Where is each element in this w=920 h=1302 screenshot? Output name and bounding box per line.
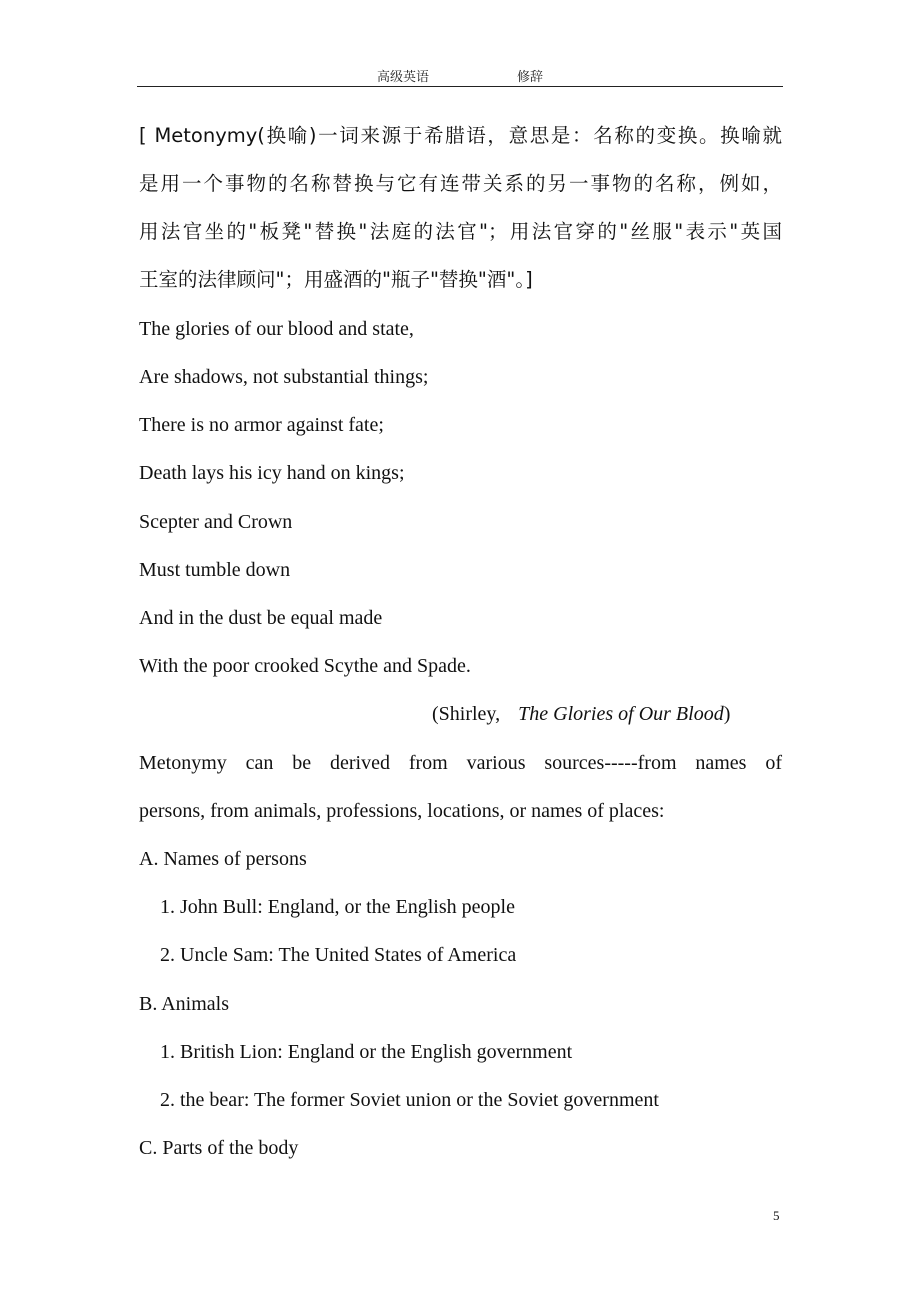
- list-item-b1: 1. British Lion: England or the English government: [160, 1041, 573, 1063]
- list-item-b2: 2. the bear: The former Soviet union or the Soviet government: [160, 1089, 659, 1111]
- poem-citation: [432, 700, 730, 728]
- poem-line-2: Are shadows, not substantial things;: [139, 366, 429, 388]
- page-number: 5: [773, 1208, 780, 1223]
- poem-line-6: Must tumble down: [139, 559, 291, 581]
- poem-line-1: The glories of our blood and state,: [139, 318, 414, 340]
- intro-line-2: 是用一个事物的名称替换与它有连带关系的另一事物的名称，例如，: [139, 172, 782, 195]
- section-heading-c: C. Parts of the body: [139, 1137, 299, 1159]
- list-item-a2: 2. Uncle Sam: The United States of America: [160, 944, 517, 966]
- poem-line-4: Death lays his icy hand on kings;: [139, 462, 405, 484]
- poem-line-3: There is no armor against fate;: [139, 414, 384, 436]
- poem-line-8: With the poor crooked Scythe and Spade.: [139, 655, 471, 677]
- intro-line-4: 王室的法律顾问"；用盛酒的"瓶子"替换"酒"。]: [139, 268, 533, 291]
- citation-author: (Shirley,: [432, 703, 501, 725]
- header-chapter-title: 修辞: [517, 70, 544, 85]
- page-header: [137, 62, 783, 87]
- intro-line-1: [ Metonymy(换喻)一词来源于希腊语，意思是：名称的变换。换喻就: [139, 124, 782, 147]
- body-line-2: persons, from animals, professions, locations, or names of places:: [139, 800, 665, 822]
- list-item-a1: 1. John Bull: England, or the English people: [160, 896, 515, 918]
- intro-line-3: 用法官坐的"板凳"替换"法庭的法官"；用法官穿的"丝服"表示"英国: [139, 220, 782, 243]
- header-course-title: 高级英语: [377, 70, 430, 85]
- citation-title: The Glories of Our Blood: [518, 703, 724, 725]
- citation-close: ): [723, 703, 731, 725]
- poem-line-5: Scepter and Crown: [139, 511, 293, 533]
- body-line-1: Metonymy can be derived from various sources-----from names of: [139, 752, 782, 774]
- section-heading-a: A. Names of persons: [139, 848, 307, 870]
- section-heading-b: B. Animals: [139, 993, 230, 1015]
- poem-line-7: And in the dust be equal made: [139, 607, 383, 629]
